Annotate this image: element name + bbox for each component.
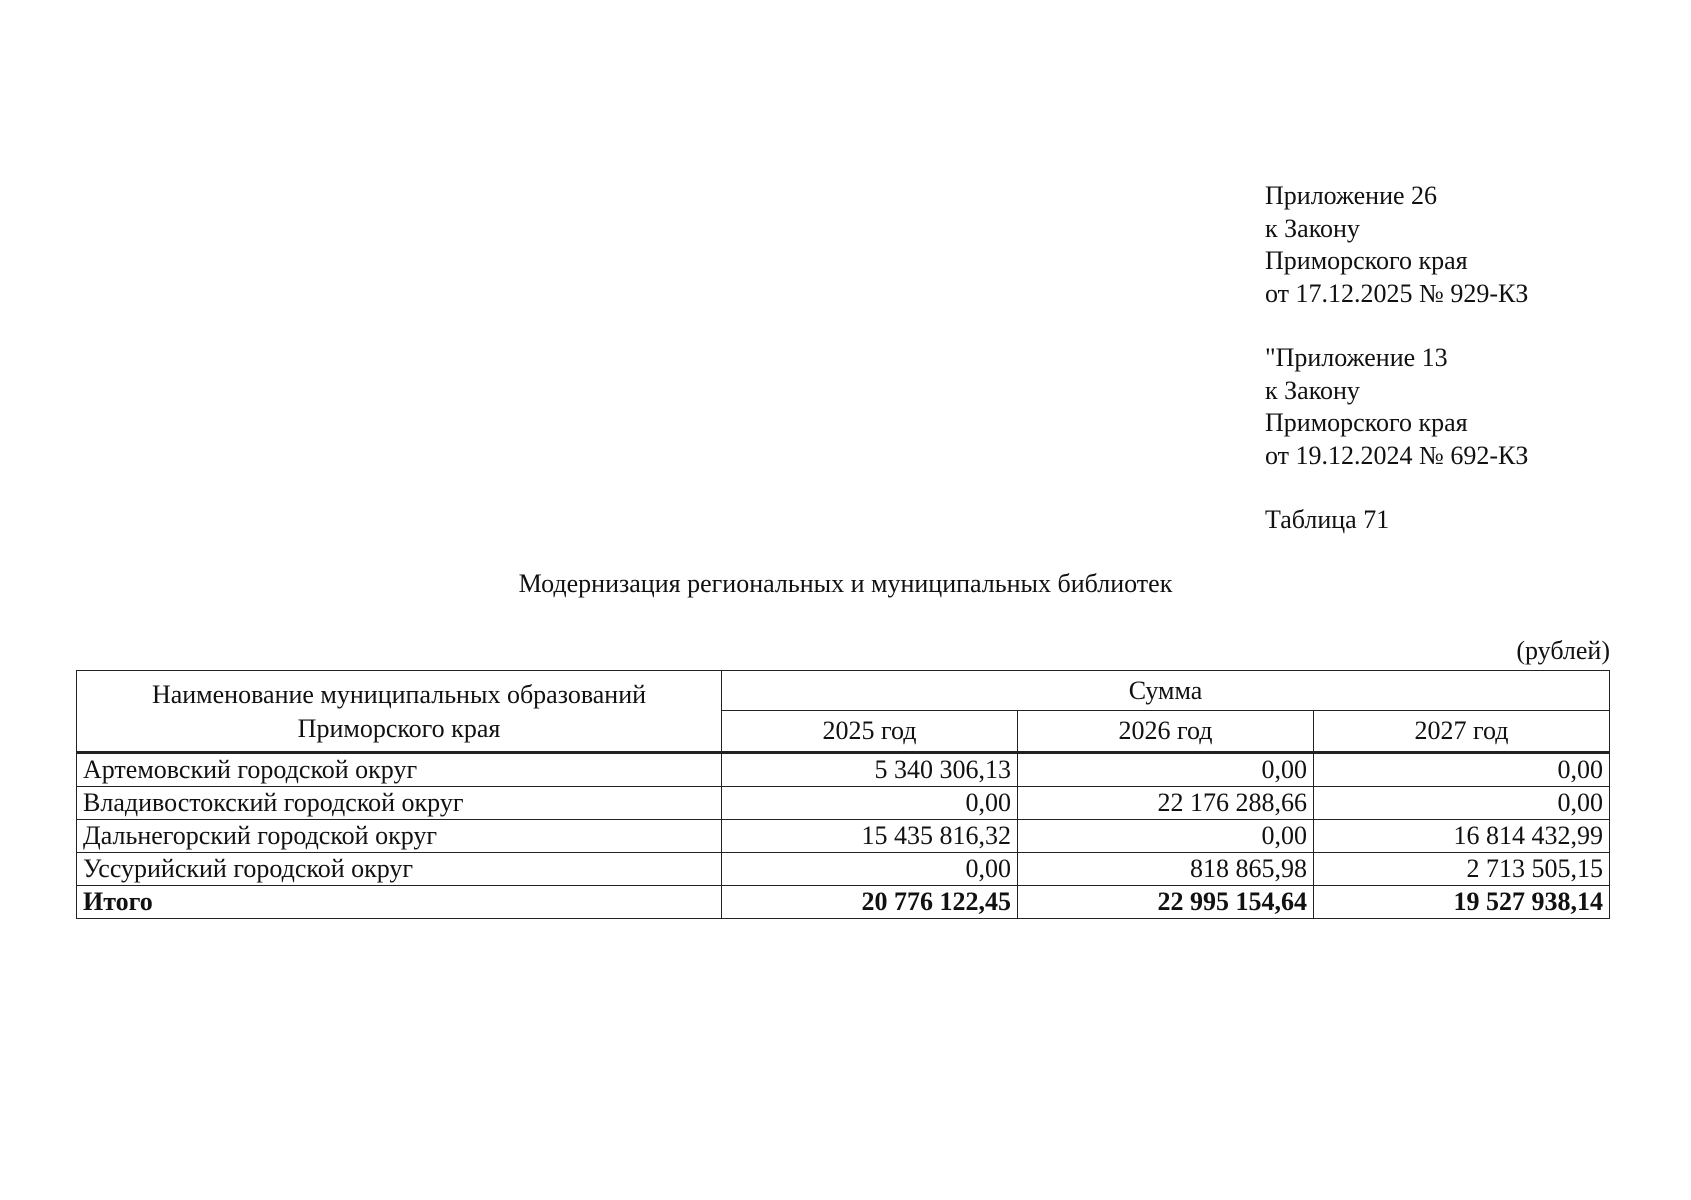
appendix-line: к Закону [1265,213,1360,243]
column-header-name: Наименование муниципальных образований Приморского края [77,671,722,753]
total-label-cell: Итого [77,886,722,919]
appendix-line: от 17.12.2025 № 929-КЗ [1265,278,1529,308]
row-name-cell: Дальнегорский городской округ [77,820,722,853]
appendix-reference-previous [1265,342,1528,472]
value-cell: 0,00 [1314,753,1610,787]
column-header-year: 2027 год [1314,711,1610,753]
table-total-row [77,886,1610,919]
appendix-line: Приморского края [1265,408,1468,437]
appendix-line: к Закону [1265,375,1360,405]
value-cell: 818 865,98 [1018,853,1314,886]
value-cell: 5 340 306,13 [722,753,1018,787]
row-name-cell: Уссурийский городской округ [77,853,722,886]
table-row [77,753,1610,787]
units-label: (рублей) [1516,636,1610,665]
document-title: Модернизация региональных и муниципальных библиотек [518,569,1173,598]
value-cell: 0,00 [722,853,1018,886]
row-name-cell: Владивостокский городской округ [77,787,722,820]
appendix-line: "Приложение 13 [1265,343,1448,372]
appendix-reference-current [1265,180,1528,310]
value-cell: 2 713 505,15 [1314,853,1610,886]
appendix-line: Приложение 26 [1265,181,1438,210]
appendix-line: от 19.12.2024 № 692-КЗ [1265,440,1529,470]
table-number: Таблица 71 [1265,505,1390,534]
value-cell: 16 814 432,99 [1314,820,1610,853]
column-header-year: 2026 год [1018,711,1314,753]
appendix-line: Приморского края [1265,246,1468,275]
table-row [77,853,1610,886]
value-cell: 0,00 [1018,753,1314,787]
budget-table [76,670,1610,919]
total-value-cell: 20 776 122,45 [722,886,1018,919]
value-cell: 0,00 [1018,820,1314,853]
table-row [77,820,1610,853]
value-cell: 0,00 [722,787,1018,820]
total-value-cell: 19 527 938,14 [1314,886,1610,919]
value-cell: 22 176 288,66 [1018,787,1314,820]
table-row [77,787,1610,820]
table-header-row [77,671,1610,711]
value-cell: 15 435 816,32 [722,820,1018,853]
row-name-cell: Артемовский городской округ [77,753,722,787]
column-header-sum: Сумма [722,671,1610,711]
total-value-cell: 22 995 154,64 [1018,886,1314,919]
value-cell: 0,00 [1314,787,1610,820]
column-header-year: 2025 год [722,711,1018,753]
